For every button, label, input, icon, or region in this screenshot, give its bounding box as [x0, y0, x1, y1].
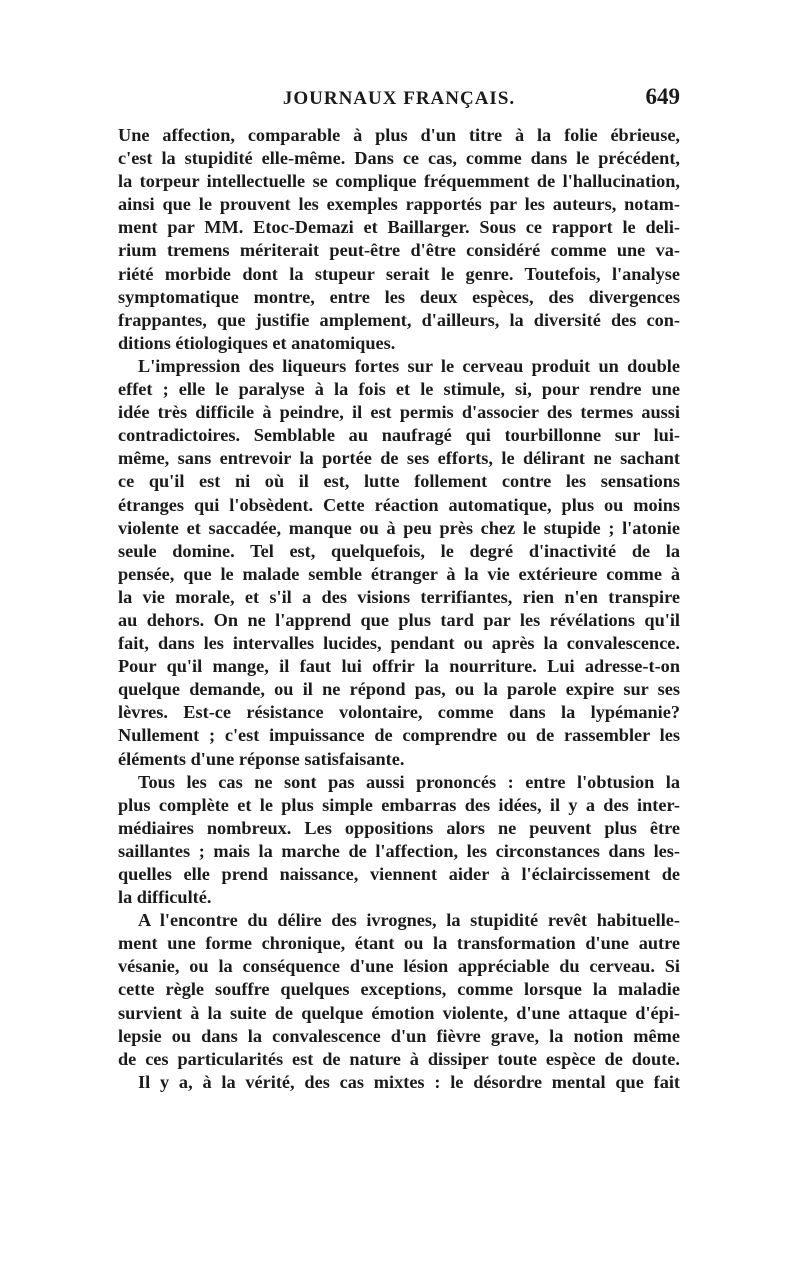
- text-line: quelles elle prend naissance, viennent aider à l'éclaircissement de: [118, 864, 680, 884]
- text-line: L'impression des liqueurs fortes sur le cerveau produit un double: [138, 355, 680, 376]
- text-line: symptomatique montre, entre les deux espèces, des divergences: [118, 286, 680, 307]
- text-line: cette règle souffre quelques exceptions, comme lorsque la maladie: [118, 979, 680, 1000]
- text-line: Pour qu'il mange, il faut lui offrir la nourriture. Lui adresse-t-on: [118, 656, 680, 677]
- text-line: plus complète et le plus simple embarras des idées, il y a des inter-: [118, 794, 680, 815]
- text-line: ditions étiologiques et anatomiques.: [118, 332, 396, 353]
- text-line: fait, dans les intervalles lucides, pendant ou après la convalescence.: [118, 633, 680, 654]
- text-line: Tous les cas ne sont pas aussi prononcés : entre l'obtusion la: [138, 771, 680, 792]
- text-line: médiaires nombreux. Les oppositions alors ne peuvent plus être: [118, 817, 680, 838]
- text-line: lèvres. Est-ce résistance volontaire, comme dans la lypémanie?: [118, 702, 680, 723]
- running-title: JOURNAUX FRANÇAIS.: [282, 88, 516, 109]
- text-line: la difficulté.: [118, 887, 212, 908]
- text-line: ce qu'il est ni où il est, lutte follement contre les sensations: [118, 471, 680, 492]
- page-header: [118, 84, 680, 118]
- text-line: pensée, que le malade semble étranger à la vie extérieure comme à: [118, 563, 680, 584]
- body-text: [118, 124, 680, 1094]
- page-number: 649: [645, 84, 680, 109]
- text-line: saillantes ; mais la marche de l'affection, les circonstances dans les-: [118, 840, 680, 861]
- text-line: c'est la stupidité elle-même. Dans ce cas, comme dans le précédent,: [118, 148, 680, 169]
- text-line: de ces particularités est de nature à dissiper toute espèce de doute.: [118, 1048, 680, 1069]
- text-line: Une affection, comparable à plus d'un titre à la folie ébrieuse,: [118, 125, 680, 145]
- text-line: au dehors. On ne l'apprend que plus tard par les révélations qu'il: [118, 609, 680, 630]
- text-line: ment par MM. Etoc-Demazi et Baillarger. Sous ce rapport le deli-: [118, 217, 680, 238]
- text-line: vésanie, ou la conséquence d'une lésion appréciable du cerveau. Si: [118, 956, 680, 977]
- text-line: la torpeur intellectuelle se complique fréquemment de l'hallucination,: [118, 171, 680, 192]
- text-line: survient à la suite de quelque émotion violente, d'une attaque d'épi-: [118, 1002, 680, 1023]
- text-line: seule domine. Tel est, quelquefois, le degré d'inactivité de la: [118, 540, 680, 561]
- text-line: même, sans entrevoir la portée de ses efforts, le délirant ne sachant: [118, 448, 680, 469]
- text-line: frappantes, que justifie amplement, d'ailleurs, la diversité des con-: [118, 309, 680, 330]
- text-line: ainsi que le prouvent les exemples rapportés par les auteurs, notam-: [118, 194, 680, 215]
- text-line: quelque demande, ou il ne répond pas, ou la parole expire sur ses: [118, 679, 680, 700]
- text-line: idée très difficile à peindre, il est permis d'associer des termes aussi: [118, 402, 680, 423]
- text-line: effet ; elle le paralyse à la fois et le stimule, si, pour rendre une: [118, 379, 680, 400]
- text-line: A l'encontre du délire des ivrognes, la stupidité revêt habituelle-: [138, 910, 680, 931]
- text-line: violente et saccadée, manque ou à peu près chez le stupide ; l'atonie: [118, 517, 680, 538]
- text-line: riété morbide dont la stupeur serait le genre. Toutefois, l'analyse: [118, 263, 680, 284]
- text-line: lepsie ou dans la convalescence d'un fièvre grave, la notion même: [118, 1025, 680, 1046]
- text-line: Il y a, à la vérité, des cas mixtes : le désordre mental que fait: [138, 1071, 680, 1092]
- text-line: Nullement ; c'est impuissance de comprendre ou de rassembler les: [118, 725, 680, 746]
- text-line: contradictoires. Semblable au naufragé qui tourbillonne sur lui-: [118, 425, 680, 446]
- text-line: éléments d'une réponse satisfaisante.: [118, 748, 405, 769]
- text-line: rium tremens mériterait peut-être d'être considéré comme une va-: [118, 240, 680, 261]
- text-line: la vie morale, et s'il a des visions terrifiantes, rien n'en transpire: [118, 586, 680, 607]
- text-line: étranges qui l'obsèdent. Cette réaction automatique, plus ou moins: [118, 494, 680, 515]
- text-line: ment une forme chronique, étant ou la transformation d'une autre: [118, 933, 680, 954]
